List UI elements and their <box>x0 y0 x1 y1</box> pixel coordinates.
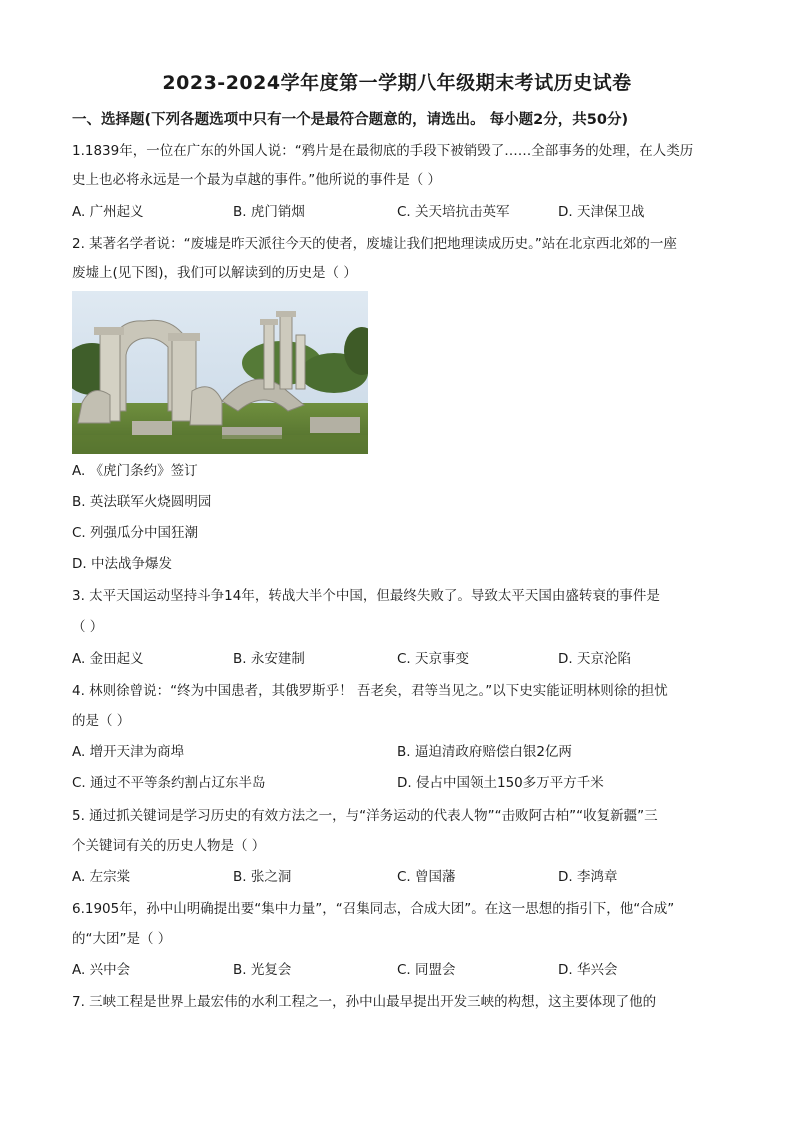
question-2-option-a[interactable]: A. 《虎门条约》签订 <box>72 463 198 479</box>
question-4-line-1: 4. 林则徐曾说：“终为中国患者，其俄罗斯乎！ 吾老矣，君等当见之。”以下史实能证明林则徐的担忧 <box>72 683 668 699</box>
question-2-option-c[interactable]: C. 列强瓜分中国狂潮 <box>72 525 199 541</box>
question-3-option-b[interactable]: B. 永安建制 <box>233 651 305 667</box>
question-5-option-a[interactable]: A. 左宗棠 <box>72 869 131 885</box>
question-5-option-c[interactable]: C. 曾国藩 <box>397 869 456 885</box>
question-4-option-c[interactable]: C. 通过不平等条约割占辽东半岛 <box>72 775 266 791</box>
question-4-line-2: 的是（ ） <box>72 713 131 729</box>
question-2-line-2: 废墟上(见下图)，我们可以解读到的历史是（ ） <box>72 265 357 281</box>
section-heading: 一、选择题(下列各题选项中只有一个是最符合题意的，请选出。 每小题2分，共50分) <box>72 112 629 128</box>
question-7-line-1: 7. 三峡工程是世界上最宏伟的水利工程之一，孙中山最早提出开发三峡的构想，这主要体现了他的 <box>72 994 657 1010</box>
question-1-option-c[interactable]: C. 关天培抗击英军 <box>397 204 510 220</box>
question-6-line-2: 的“大团”是（ ） <box>72 931 172 947</box>
question-1-option-b[interactable]: B. 虎门销烟 <box>233 204 305 220</box>
question-6-option-b[interactable]: B. 光复会 <box>233 962 292 978</box>
question-5-line-1: 5. 通过抓关键词是学习历史的有效方法之一，与“洋务运动的代表人物”“击败阿古柏”“收复新疆”三 <box>72 808 658 824</box>
question-4-option-d[interactable]: D. 侵占中国领土150多万平方千米 <box>397 775 604 791</box>
question-1-option-a[interactable]: A. 广州起义 <box>72 204 144 220</box>
question-3-line-1: 3. 太平天国运动坚持斗争14年，转战大半个中国，但最终失败了。导致太平天国由盛转衰的事件是 <box>72 588 660 604</box>
question-3-option-c[interactable]: C. 天京事变 <box>397 651 470 667</box>
question-6-option-d[interactable]: D. 华兴会 <box>558 962 618 978</box>
question-1-option-d[interactable]: D. 天津保卫战 <box>558 204 645 220</box>
question-2-option-d[interactable]: D. 中法战争爆发 <box>72 556 172 572</box>
question-5-option-b[interactable]: B. 张之洞 <box>233 869 292 885</box>
question-1-line-1: 1.1839年，一位在广东的外国人说：“鸦片是在最彻底的手段下被销毁了……全部事务的处理，在人类历 <box>72 143 694 159</box>
question-5-option-d[interactable]: D. 李鸿章 <box>558 869 618 885</box>
question-2-option-b[interactable]: B. 英法联军火烧圆明园 <box>72 494 212 510</box>
ruins-photo <box>72 291 368 454</box>
question-4-option-b[interactable]: B. 逼迫清政府赔偿白银2亿两 <box>397 744 572 760</box>
question-3-option-d[interactable]: D. 天京沦陷 <box>558 651 631 667</box>
question-3-option-a[interactable]: A. 金田起义 <box>72 651 144 667</box>
page-title: 2023-2024学年度第一学期八年级期末考试历史试卷 <box>162 72 632 94</box>
question-6-option-a[interactable]: A. 兴中会 <box>72 962 131 978</box>
question-5-line-2: 个关键词有关的历史人物是（ ） <box>72 838 266 854</box>
question-4-option-a[interactable]: A. 增开天津为商埠 <box>72 744 185 760</box>
question-6-line-1: 6.1905年，孙中山明确提出要“集中力量”，“召集同志，合成大团”。在这一思想的指引下，他“合成” <box>72 901 675 917</box>
question-6-option-c[interactable]: C. 同盟会 <box>397 962 456 978</box>
question-3-line-2: （ ） <box>72 619 104 635</box>
question-1-line-2: 史上也必将永远是一个最为卓越的事件。”他所说的事件是（ ） <box>72 172 442 188</box>
question-2-line-1: 2. 某著名学者说：“废墟是昨天派往今天的使者，废墟让我们把地理读成历史。”站在北京西北郊的一座 <box>72 236 677 252</box>
